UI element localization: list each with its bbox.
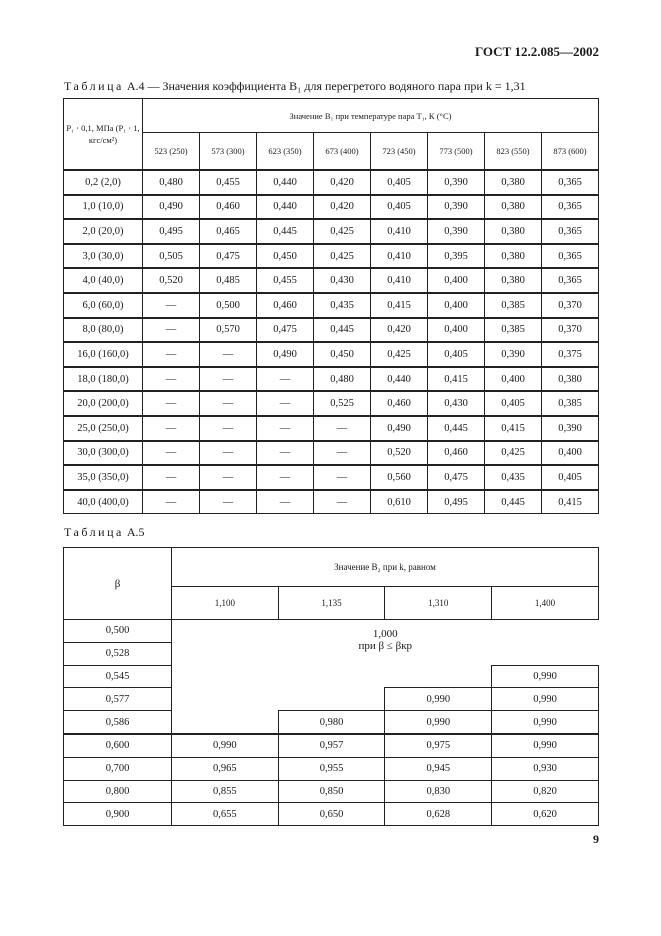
value-cell: 0,425	[485, 441, 542, 466]
value-cell: 0,957	[278, 734, 385, 757]
merged-note-value: 1,000	[372, 628, 398, 640]
document-id: ГОСТ 12.2.085—2002	[474, 44, 599, 59]
value-cell: 0,430	[428, 391, 485, 416]
beta-column-header: β	[64, 548, 172, 620]
value-cell: 0,385	[485, 293, 542, 318]
value-cell: 0,380	[485, 219, 542, 244]
value-cell: 0,455	[200, 170, 257, 195]
value-cell: 0,390	[428, 219, 485, 244]
value-cell: —	[314, 441, 371, 466]
value-cell: 0,495	[143, 219, 200, 244]
value-cell: 0,655	[172, 803, 279, 826]
beta-cell: 0,545	[64, 665, 172, 688]
value-cell: 0,400	[542, 441, 599, 466]
value-cell: 0,370	[542, 293, 599, 318]
value-cell: 0,365	[542, 195, 599, 220]
merged-note-condition: при β ≤ βкр	[358, 640, 413, 652]
value-cell: —	[200, 490, 257, 514]
value-cell: —	[200, 416, 257, 441]
pressure-cell: 16,0 (160,0)	[64, 342, 143, 367]
value-cell: 0,955	[278, 757, 385, 780]
value-cell: 0,460	[257, 293, 314, 318]
value-cell: —	[143, 416, 200, 441]
value-cell: —	[200, 342, 257, 367]
value-cell: 0,560	[371, 465, 428, 490]
beta-cell: 0,600	[64, 734, 172, 757]
beta-cell: 0,577	[64, 688, 172, 711]
value-cell: 0,385	[542, 391, 599, 416]
value-cell: 0,415	[542, 490, 599, 514]
b2-value-header: Значение B₂ при k, равном	[172, 548, 599, 587]
value-cell: 0,820	[492, 780, 599, 803]
value-cell: 0,380	[485, 268, 542, 293]
value-cell: 0,435	[485, 465, 542, 490]
table-a4-caption-text: А.4 — Значения коэффициента B₁ для перегретого водяного пара при k = 1,31	[126, 79, 526, 93]
value-cell: 0,390	[428, 170, 485, 195]
value-cell: 0,440	[371, 367, 428, 392]
value-cell: 0,525	[314, 391, 371, 416]
value-cell: 0,930	[492, 757, 599, 780]
value-cell: 0,475	[257, 318, 314, 343]
value-cell: —	[257, 441, 314, 466]
value-cell: 0,425	[314, 219, 371, 244]
pressure-cell: 18,0 (180,0)	[64, 367, 143, 392]
value-cell: 0,490	[143, 195, 200, 220]
pressure-cell: 3,0 (30,0)	[64, 244, 143, 269]
beta-cell: 0,500	[64, 620, 172, 643]
value-cell: —	[143, 490, 200, 514]
value-cell: 0,390	[542, 416, 599, 441]
value-cell: 0,850	[278, 780, 385, 803]
value-cell: 0,445	[314, 318, 371, 343]
beta-cell: 0,586	[64, 711, 172, 734]
value-cell: 0,405	[485, 391, 542, 416]
value-cell: 0,425	[314, 244, 371, 269]
value-cell: 0,980	[278, 711, 385, 734]
value-cell: —	[143, 391, 200, 416]
value-cell: 0,990	[492, 734, 599, 757]
value-cell: 0,405	[371, 195, 428, 220]
value-cell: 0,445	[428, 416, 485, 441]
value-cell: 0,475	[200, 244, 257, 269]
value-cell: —	[257, 367, 314, 392]
value-cell: 0,410	[371, 219, 428, 244]
table-row	[64, 465, 599, 490]
table-row	[64, 219, 599, 244]
value-cell: 0,405	[428, 342, 485, 367]
value-cell: 0,415	[485, 416, 542, 441]
pressure-cell: 1,0 (10,0)	[64, 195, 143, 220]
value-cell: 0,440	[257, 170, 314, 195]
value-cell: —	[257, 416, 314, 441]
value-cell: 0,855	[172, 780, 279, 803]
value-cell: 0,460	[200, 195, 257, 220]
beta-cell: 0,900	[64, 803, 172, 826]
merged-note-cell	[172, 620, 599, 666]
value-cell: 0,990	[385, 711, 492, 734]
table-row	[64, 803, 599, 826]
table-row	[64, 734, 599, 757]
beta-cell: 0,800	[64, 780, 172, 803]
pressure-column-header: P₁ ⋅ 0,1, МПа (P₁ ⋅ 1, кгс/см²)	[64, 99, 143, 171]
table-row	[64, 195, 599, 220]
value-cell: —	[200, 465, 257, 490]
value-cell: 0,365	[542, 219, 599, 244]
value-cell: 0,395	[428, 244, 485, 269]
value-cell: —	[314, 416, 371, 441]
table-row	[64, 620, 599, 643]
beta-cell: 0,528	[64, 642, 172, 665]
value-cell: 0,460	[428, 441, 485, 466]
table-row	[64, 244, 599, 269]
value-cell: —	[200, 441, 257, 466]
value-cell: 0,380	[485, 195, 542, 220]
table-a5-caption-text: А.5	[126, 525, 145, 539]
value-cell: 0,965	[172, 757, 279, 780]
table-row	[64, 665, 599, 688]
value-cell: 0,480	[143, 170, 200, 195]
value-cell: —	[200, 367, 257, 392]
temperature-header: 723 (450)	[371, 133, 428, 171]
table-row	[64, 711, 599, 734]
value-cell: 0,420	[314, 195, 371, 220]
temperature-header: 623 (350)	[257, 133, 314, 171]
pressure-cell: 6,0 (60,0)	[64, 293, 143, 318]
value-cell: —	[143, 318, 200, 343]
value-cell: 0,390	[485, 342, 542, 367]
value-cell: 0,370	[542, 318, 599, 343]
value-cell: 0,405	[371, 170, 428, 195]
table-a5-caption	[64, 525, 145, 540]
k-header: 1,135	[278, 587, 385, 620]
value-cell: —	[314, 490, 371, 514]
table-a4-caption-label: Таблица	[64, 79, 124, 93]
value-cell: 0,520	[371, 441, 428, 466]
empty-cell	[172, 688, 385, 711]
value-cell: 0,435	[314, 293, 371, 318]
value-cell: 0,400	[485, 367, 542, 392]
temperature-header: 673 (400)	[314, 133, 371, 171]
value-cell: 0,400	[428, 318, 485, 343]
value-cell: 0,465	[200, 219, 257, 244]
value-cell: 0,420	[371, 318, 428, 343]
temperature-header-row	[64, 133, 599, 171]
table-row	[64, 342, 599, 367]
empty-cell	[172, 711, 279, 734]
value-cell: —	[257, 391, 314, 416]
table-a4	[63, 98, 599, 514]
value-cell: 0,400	[428, 268, 485, 293]
pressure-cell: 40,0 (400,0)	[64, 490, 143, 514]
pressure-cell: 0,2 (2,0)	[64, 170, 143, 195]
empty-cell	[172, 665, 492, 688]
pressure-cell: 4,0 (40,0)	[64, 268, 143, 293]
value-cell: 0,480	[314, 367, 371, 392]
value-cell: 0,415	[371, 293, 428, 318]
table-row	[64, 490, 599, 514]
table-a4-body	[64, 170, 599, 514]
table-row	[64, 293, 599, 318]
pressure-cell: 35,0 (350,0)	[64, 465, 143, 490]
table-a5-caption-label: Таблица	[64, 525, 124, 539]
value-cell: 0,628	[385, 803, 492, 826]
table-a5	[63, 547, 599, 826]
pressure-cell: 25,0 (250,0)	[64, 416, 143, 441]
value-cell: 0,450	[314, 342, 371, 367]
value-cell: 0,440	[257, 195, 314, 220]
value-cell: 0,475	[428, 465, 485, 490]
value-cell: 0,420	[314, 170, 371, 195]
pressure-cell: 2,0 (20,0)	[64, 219, 143, 244]
k-header: 1,400	[492, 587, 599, 620]
value-cell: 0,490	[371, 416, 428, 441]
value-cell: 0,990	[385, 688, 492, 711]
table-row	[64, 268, 599, 293]
value-cell: 0,830	[385, 780, 492, 803]
b1-value-header: Значение B₁ при температуре пара T₁, К (°С)	[143, 99, 599, 133]
value-cell: 0,445	[485, 490, 542, 514]
value-cell: 0,450	[257, 244, 314, 269]
beta-cell: 0,700	[64, 757, 172, 780]
table-row	[64, 441, 599, 466]
value-cell: 0,380	[485, 170, 542, 195]
value-cell: 0,500	[200, 293, 257, 318]
pressure-cell: 8,0 (80,0)	[64, 318, 143, 343]
value-cell: —	[257, 465, 314, 490]
table-row	[64, 318, 599, 343]
value-cell: —	[200, 391, 257, 416]
k-header: 1,100	[172, 587, 279, 620]
value-cell: 0,410	[371, 244, 428, 269]
value-cell: 0,490	[257, 342, 314, 367]
table-row	[64, 757, 599, 780]
pressure-cell: 20,0 (200,0)	[64, 391, 143, 416]
value-cell: 0,390	[428, 195, 485, 220]
temperature-header: 773 (500)	[428, 133, 485, 171]
value-cell: 0,455	[257, 268, 314, 293]
value-cell: 0,410	[371, 268, 428, 293]
value-cell: 0,610	[371, 490, 428, 514]
value-cell: 0,425	[371, 342, 428, 367]
value-cell: 0,400	[428, 293, 485, 318]
page-number: 9	[593, 832, 599, 846]
value-cell: 0,570	[200, 318, 257, 343]
value-cell: 0,365	[542, 268, 599, 293]
value-cell: 0,990	[492, 665, 599, 688]
table-row	[64, 416, 599, 441]
temperature-header: 823 (550)	[485, 133, 542, 171]
value-cell: 0,385	[485, 318, 542, 343]
value-cell: 0,380	[485, 244, 542, 269]
temperature-header: 873 (600)	[542, 133, 599, 171]
value-cell: 0,415	[428, 367, 485, 392]
value-cell: —	[143, 441, 200, 466]
value-cell: —	[143, 342, 200, 367]
value-cell: 0,365	[542, 244, 599, 269]
k-header: 1,310	[385, 587, 492, 620]
value-cell: 0,520	[143, 268, 200, 293]
value-cell: 0,945	[385, 757, 492, 780]
value-cell: 0,365	[542, 170, 599, 195]
value-cell: 0,460	[371, 391, 428, 416]
value-cell: 0,445	[257, 219, 314, 244]
value-cell: —	[143, 293, 200, 318]
table-row	[64, 688, 599, 711]
value-cell: 0,990	[492, 688, 599, 711]
table-row	[64, 367, 599, 392]
value-cell: 0,430	[314, 268, 371, 293]
temperature-header: 523 (250)	[143, 133, 200, 171]
value-cell: 0,495	[428, 490, 485, 514]
value-cell: 0,620	[492, 803, 599, 826]
value-cell: 0,975	[385, 734, 492, 757]
temperature-header: 573 (300)	[200, 133, 257, 171]
value-cell: 0,990	[492, 711, 599, 734]
value-cell: —	[257, 490, 314, 514]
value-cell: —	[314, 465, 371, 490]
pressure-cell: 30,0 (300,0)	[64, 441, 143, 466]
table-row	[64, 391, 599, 416]
value-cell: 0,375	[542, 342, 599, 367]
table-a5-body	[64, 620, 599, 826]
value-cell: 0,990	[172, 734, 279, 757]
value-cell: 0,485	[200, 268, 257, 293]
table-a4-caption	[64, 79, 526, 94]
value-cell: —	[143, 367, 200, 392]
value-cell: 0,405	[542, 465, 599, 490]
table-row	[64, 780, 599, 803]
value-cell: 0,650	[278, 803, 385, 826]
value-cell: 0,505	[143, 244, 200, 269]
value-cell: 0,380	[542, 367, 599, 392]
table-row	[64, 170, 599, 195]
value-cell: —	[143, 465, 200, 490]
